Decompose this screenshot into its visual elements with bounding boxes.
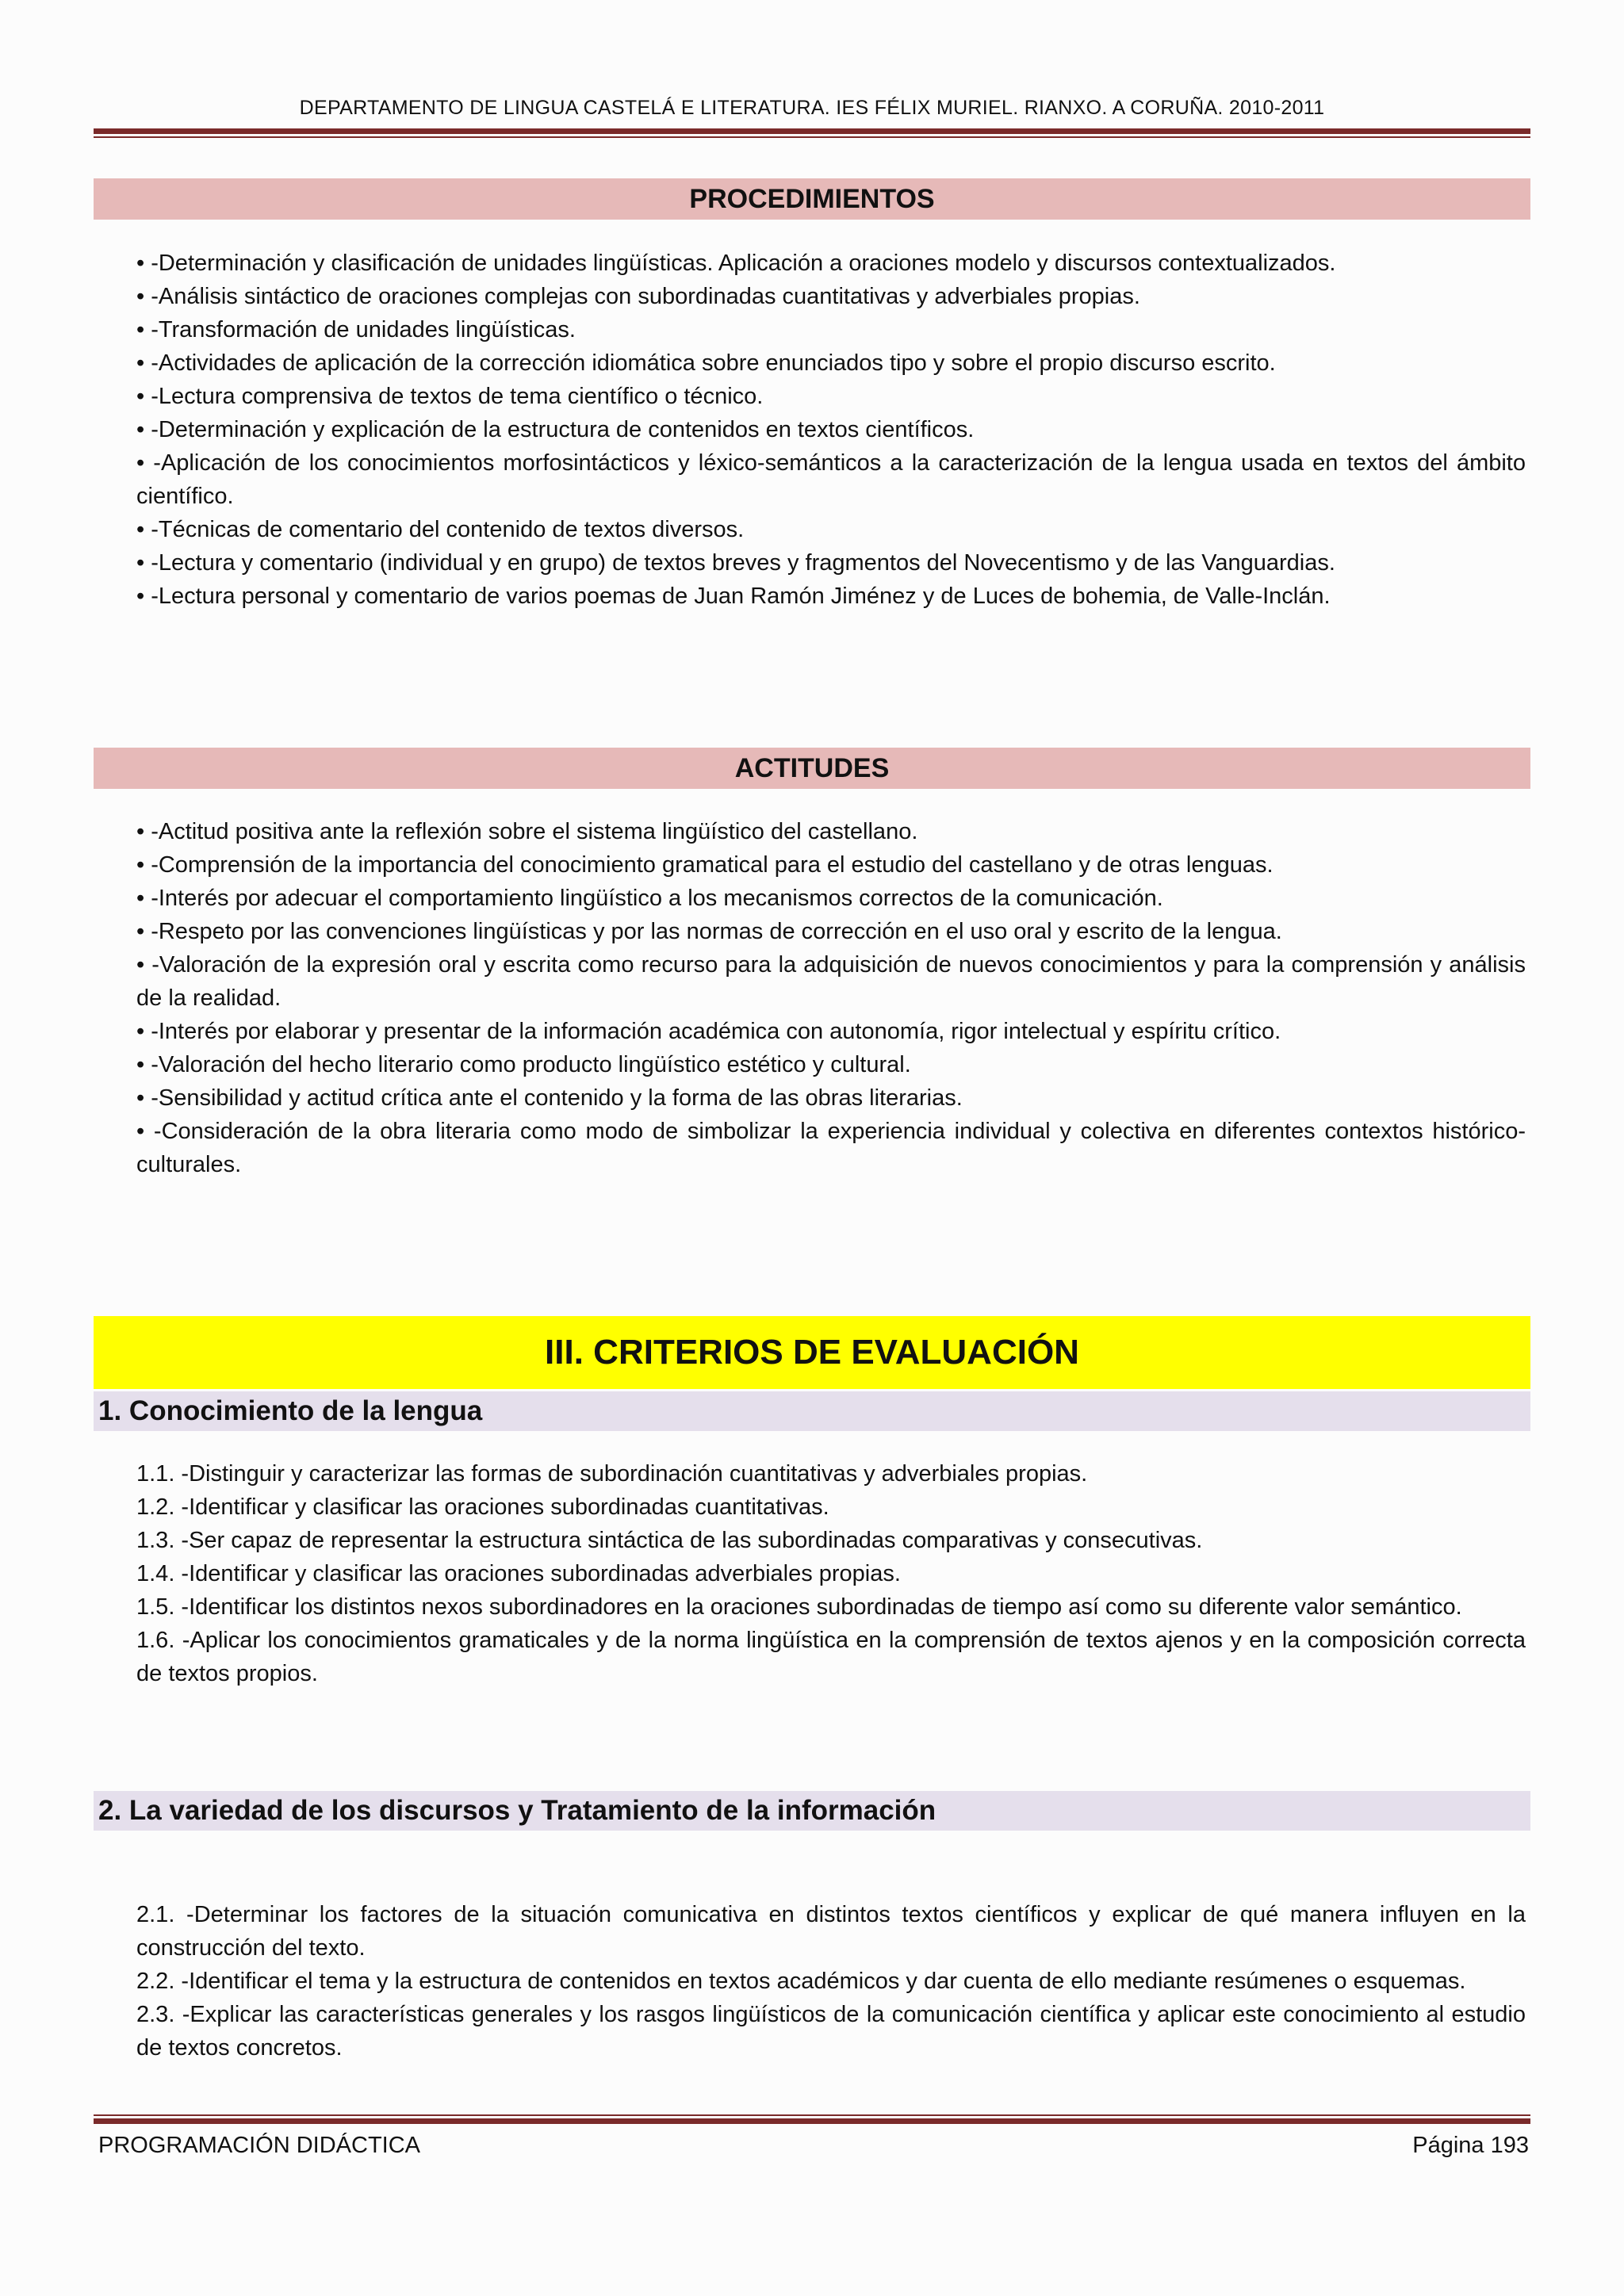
list-item: • -Consideración de la obra literaria como modo de simbolizar la experiencia individual y colectiva en diferentes contextos histórico-culturales. xyxy=(136,1119,1526,1177)
page-header: DEPARTAMENTO DE LINGUA CASTELÁ E LITERATURA. IES FÉLIX MURIEL. RIANXO. A CORUÑA. 2010-2011 xyxy=(299,97,1325,119)
list-item: • -Lectura y comentario (individual y en grupo) de textos breves y fragmentos del Novecentismo y de las Vanguardias. xyxy=(136,550,1335,576)
list-item: • -Aplicación de los conocimientos morfosintácticos y léxico-semánticos a la caracterización de la lengua usada en textos del ámbito científico. xyxy=(136,450,1526,509)
list-item: • -Técnicas de comentario del contenido de textos diversos. xyxy=(136,517,745,542)
list-item: • -Interés por elaborar y presentar de la información académica con autonomía, rigor intelectual y espíritu crítico. xyxy=(136,1019,1281,1044)
header-rule xyxy=(94,128,1530,138)
list-item: • -Valoración del hecho literario como producto lingüístico estético y cultural. xyxy=(136,1052,911,1077)
actitudes-heading: ACTITUDES xyxy=(94,748,1530,789)
list-item: 2.1. -Determinar los factores de la situación comunicativa en distintos textos científicos y explicar de qué manera influyen en la construcción del texto. xyxy=(136,1902,1526,1961)
list-item: • -Determinación y clasificación de unidades lingüísticas. Aplicación a oraciones modelo y discursos contextualizados. xyxy=(136,251,1336,276)
footer-program-label: PROGRAMACIÓN DIDÁCTICA xyxy=(98,2133,421,2158)
procedimientos-heading: PROCEDIMIENTOS xyxy=(94,178,1530,220)
list-item: 2.2. -Identificar el tema y la estructura de contenidos en textos académicos y dar cuenta de ello mediante resúmenes o esquemas. xyxy=(136,1969,1466,1994)
list-item: 1.6. -Aplicar los conocimientos gramaticales y de la norma lingüística en la comprensión de textos ajenos y en la composición correcta de textos propios. xyxy=(136,1628,1526,1686)
list-item: • -Lectura comprensiva de textos de tema científico o técnico. xyxy=(136,384,764,409)
list-item: • -Respeto por las convenciones lingüísticas y por las normas de corrección en el uso oral y escrito de la lengua. xyxy=(136,919,1282,944)
list-item: • -Lectura personal y comentario de varios poemas de Juan Ramón Jiménez y de Luces de bohemia, de Valle-Inclán. xyxy=(136,584,1331,609)
section2-list xyxy=(136,1898,1526,2064)
section1-list xyxy=(136,1457,1526,1690)
list-item: 1.5. -Identificar los distintos nexos subordinadores en la oraciones subordinadas de tiempo así como su diferente valor semántico. xyxy=(136,1594,1462,1620)
section1-title: 1. Conocimiento de la lengua xyxy=(94,1391,1530,1431)
list-item: • -Determinación y explicación de la estructura de contenidos en textos científicos. xyxy=(136,417,975,442)
list-item: • -Análisis sintáctico de oraciones complejas con subordinadas cuantitativas y adverbiales propias. xyxy=(136,284,1140,309)
list-item: • -Sensibilidad y actitud crítica ante el contenido y la forma de las obras literarias. xyxy=(136,1085,963,1111)
list-item: 2.3. -Explicar las características generales y los rasgos lingüísticos de la comunicación científica y aplicar este conocimiento al estudio de textos concretos. xyxy=(136,2002,1526,2061)
list-item: 1.3. -Ser capaz de representar la estructura sintáctica de las subordinadas comparativas y consecutivas. xyxy=(136,1528,1203,1553)
list-item: • -Actividades de aplicación de la corrección idiomática sobre enunciados tipo y sobre el propio discurso escrito. xyxy=(136,350,1276,376)
list-item: 1.2. -Identificar y clasificar las oraciones subordinadas cuantitativas. xyxy=(136,1494,829,1520)
section2-title: 2. La variedad de los discursos y Tratamiento de la información xyxy=(94,1791,1530,1831)
page-number: Página 193 xyxy=(1412,2133,1529,2158)
criterios-heading: III. CRITERIOS DE EVALUACIÓN xyxy=(94,1316,1530,1389)
list-item: • -Valoración de la expresión oral y escrita como recurso para la adquisición de nuevos conocimientos y para la comprensión y análisis de la realidad. xyxy=(136,952,1526,1011)
list-item: 1.4. -Identificar y clasificar las oraciones subordinadas adverbiales propias. xyxy=(136,1561,901,1586)
list-item: • -Comprensión de la importancia del conocimiento gramatical para el estudio del castellano y de otras lenguas. xyxy=(136,852,1274,878)
list-item: • -Interés por adecuar el comportamiento lingüístico a los mecanismos correctos de la comunicación. xyxy=(136,886,1163,911)
list-item: • -Transformación de unidades lingüísticas. xyxy=(136,317,576,342)
footer-rule xyxy=(94,2114,1530,2124)
list-item: 1.1. -Distinguir y caracterizar las formas de subordinación cuantitativas y adverbiales propias. xyxy=(136,1461,1088,1487)
procedimientos-list xyxy=(136,247,1526,613)
actitudes-list xyxy=(136,815,1526,1181)
list-item: • -Actitud positiva ante la reflexión sobre el sistema lingüístico del castellano. xyxy=(136,819,918,844)
